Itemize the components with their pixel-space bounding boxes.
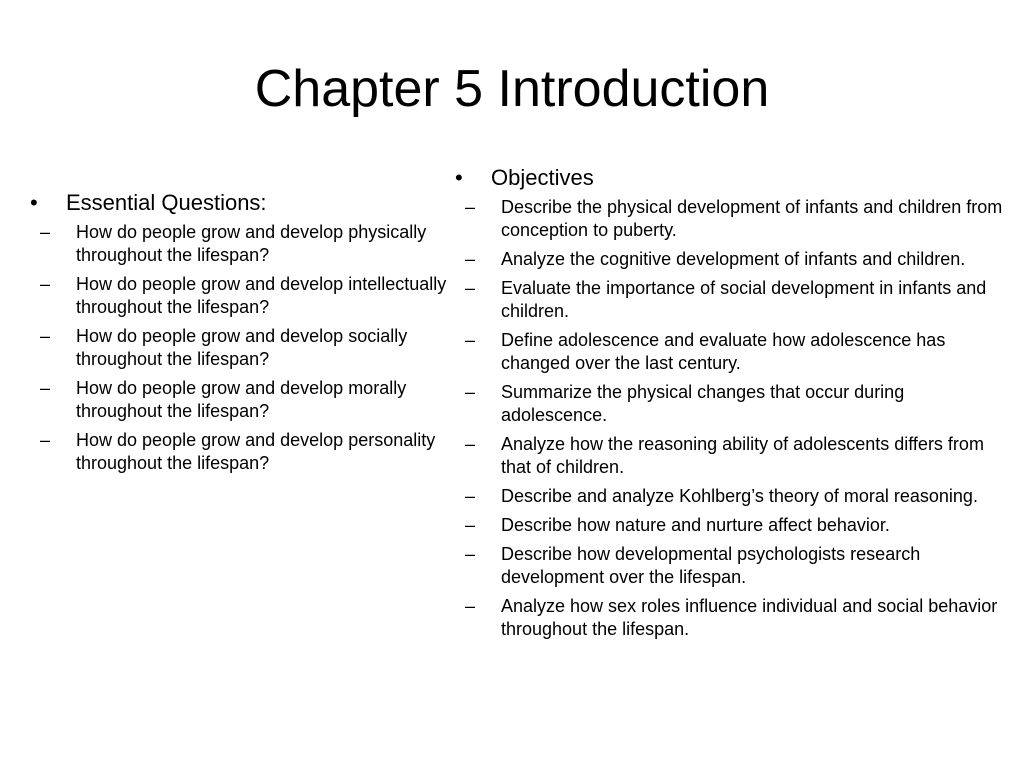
objective-text: Describe and analyze Kohlberg’s theory of moral reasoning. xyxy=(501,486,978,506)
objectives-bullet xyxy=(455,165,1005,191)
dash-icon: – xyxy=(465,330,476,350)
list-item xyxy=(30,273,450,319)
objective-text: Analyze how the reasoning ability of adolescents differs from that of children. xyxy=(501,434,984,477)
list-item xyxy=(455,485,1005,508)
essential-questions-bullet xyxy=(30,190,450,216)
objectives-list xyxy=(455,196,1005,641)
list-item xyxy=(455,543,1005,589)
objective-text: Analyze the cognitive development of infants and children. xyxy=(501,249,966,269)
dash-icon: – xyxy=(40,326,51,346)
dash-icon: – xyxy=(465,486,476,506)
dash-icon: – xyxy=(465,278,476,298)
dash-icon: – xyxy=(465,596,476,616)
dash-icon: – xyxy=(465,515,476,535)
essential-questions-column xyxy=(30,190,450,481)
list-item xyxy=(455,277,1005,323)
list-item xyxy=(30,221,450,267)
list-item xyxy=(455,433,1005,479)
dash-icon: – xyxy=(40,222,51,242)
question-text: How do people grow and develop personality throughout the lifespan? xyxy=(76,430,436,473)
objectives-heading: Objectives xyxy=(491,165,594,190)
objective-text: Define adolescence and evaluate how adolescence has changed over the last century. xyxy=(501,330,946,373)
question-text: How do people grow and develop intellectually throughout the lifespan? xyxy=(76,274,447,317)
objective-text: Evaluate the importance of social development in infants and children. xyxy=(501,278,987,321)
objective-text: Describe how nature and nurture affect behavior. xyxy=(501,515,890,535)
dash-icon: – xyxy=(465,434,476,454)
dash-icon: – xyxy=(465,544,476,564)
list-item xyxy=(455,514,1005,537)
list-item xyxy=(455,329,1005,375)
slide-title: Chapter 5 Introduction xyxy=(254,60,770,118)
objective-text: Describe the physical development of infants and children from conception to puberty. xyxy=(501,197,1003,240)
list-item xyxy=(455,595,1005,641)
list-item xyxy=(455,381,1005,427)
objective-text: Analyze how sex roles influence individual and social behavior throughout the lifespan. xyxy=(501,596,998,639)
list-item xyxy=(30,377,450,423)
dash-icon: – xyxy=(40,378,51,398)
list-item xyxy=(30,325,450,371)
question-text: How do people grow and develop physically throughout the lifespan? xyxy=(76,222,427,265)
dash-icon: – xyxy=(40,274,51,294)
list-item xyxy=(30,429,450,475)
essential-questions-heading: Essential Questions: xyxy=(66,190,267,215)
objectives-column xyxy=(455,165,1005,647)
dash-icon: – xyxy=(465,249,476,269)
question-text: How do people grow and develop socially throughout the lifespan? xyxy=(76,326,408,369)
list-item xyxy=(455,196,1005,242)
bullet-icon: • xyxy=(30,190,38,215)
objective-text: Summarize the physical changes that occur during adolescence. xyxy=(501,382,905,425)
question-text: How do people grow and develop morally throughout the lifespan? xyxy=(76,378,407,421)
dash-icon: – xyxy=(465,382,476,402)
essential-questions-list xyxy=(30,221,450,475)
dash-icon: – xyxy=(40,430,51,450)
dash-icon: – xyxy=(465,197,476,217)
list-item xyxy=(455,248,1005,271)
objective-text: Describe how developmental psychologists research development over the lifespan. xyxy=(501,544,921,587)
bullet-icon: • xyxy=(455,165,463,190)
